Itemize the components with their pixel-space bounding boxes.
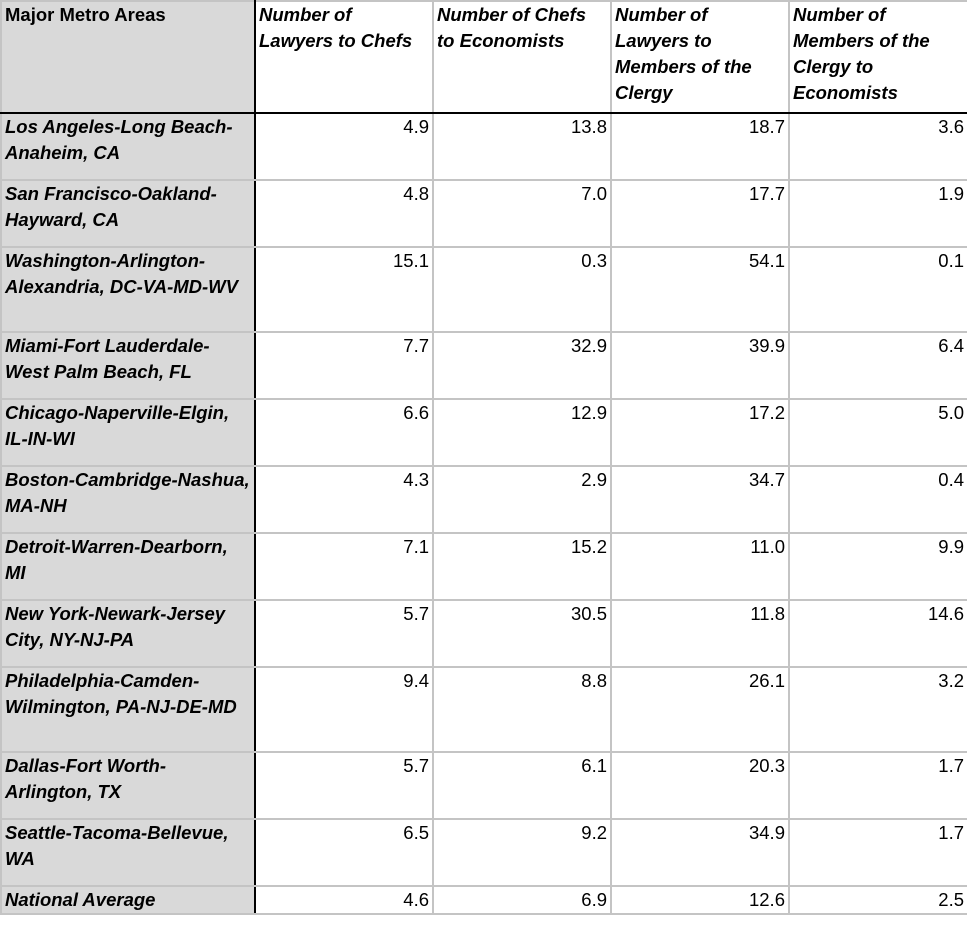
cell-lawyers-to-chefs: 5.7 — [255, 752, 433, 819]
cell-lawyers-to-clergy: 12.6 — [611, 886, 789, 914]
cell-lawyers-to-clergy: 20.3 — [611, 752, 789, 819]
cell-lawyers-to-clergy: 17.7 — [611, 180, 789, 247]
table-row — [1, 466, 967, 533]
row-label: National Average — [1, 886, 255, 914]
cell-lawyers-to-chefs: 7.1 — [255, 533, 433, 600]
cell-lawyers-to-clergy: 18.7 — [611, 113, 789, 180]
cell-lawyers-to-clergy: 34.9 — [611, 819, 789, 886]
cell-lawyers-to-clergy: 34.7 — [611, 466, 789, 533]
column-header-clergy-to-economists: Number of Members of the Clergy to Economists — [789, 1, 967, 113]
column-header-chefs-to-economists: Number of Chefs to Economists — [433, 1, 611, 113]
cell-lawyers-to-clergy: 54.1 — [611, 247, 789, 332]
cell-lawyers-to-chefs: 5.7 — [255, 600, 433, 667]
cell-lawyers-to-clergy: 11.0 — [611, 533, 789, 600]
cell-lawyers-to-chefs: 4.8 — [255, 180, 433, 247]
table-row — [1, 752, 967, 819]
table-row — [1, 332, 967, 399]
column-header-lawyers-to-clergy: Number of Lawyers to Members of the Clergy — [611, 1, 789, 113]
cell-lawyers-to-clergy: 39.9 — [611, 332, 789, 399]
table-row — [1, 399, 967, 466]
table-row — [1, 533, 967, 600]
table-row — [1, 180, 967, 247]
cell-chefs-to-economists: 9.2 — [433, 819, 611, 886]
table-row-national-average — [1, 886, 967, 914]
cell-chefs-to-economists: 13.8 — [433, 113, 611, 180]
header-row — [1, 1, 967, 113]
cell-chefs-to-economists: 6.9 — [433, 886, 611, 914]
row-label: Chicago-Naperville-Elgin, IL-IN-WI — [1, 399, 255, 466]
cell-lawyers-to-clergy: 17.2 — [611, 399, 789, 466]
row-label: Detroit-Warren-Dearborn, MI — [1, 533, 255, 600]
cell-chefs-to-economists: 15.2 — [433, 533, 611, 600]
table-row — [1, 667, 967, 752]
cell-clergy-to-economists: 2.5 — [789, 886, 967, 914]
row-label: Washington-Arlington-Alexandria, DC-VA-MD-WV — [1, 247, 255, 332]
column-header-metro-areas: Major Metro Areas — [1, 1, 255, 113]
cell-chefs-to-economists: 32.9 — [433, 332, 611, 399]
cell-chefs-to-economists: 2.9 — [433, 466, 611, 533]
cell-lawyers-to-chefs: 7.7 — [255, 332, 433, 399]
table-row — [1, 819, 967, 886]
row-label: San Francisco-Oakland-Hayward, CA — [1, 180, 255, 247]
cell-clergy-to-economists: 0.1 — [789, 247, 967, 332]
cell-lawyers-to-clergy: 11.8 — [611, 600, 789, 667]
column-header-lawyers-to-chefs: Number of Lawyers to Chefs — [255, 1, 433, 113]
cell-chefs-to-economists: 30.5 — [433, 600, 611, 667]
cell-lawyers-to-chefs: 4.9 — [255, 113, 433, 180]
cell-clergy-to-economists: 1.9 — [789, 180, 967, 247]
cell-lawyers-to-chefs: 4.3 — [255, 466, 433, 533]
table-row — [1, 247, 967, 332]
cell-chefs-to-economists: 8.8 — [433, 667, 611, 752]
row-label: Miami-Fort Lauderdale-West Palm Beach, FL — [1, 332, 255, 399]
cell-clergy-to-economists: 3.6 — [789, 113, 967, 180]
cell-lawyers-to-chefs: 6.6 — [255, 399, 433, 466]
row-label: New York-Newark-Jersey City, NY-NJ-PA — [1, 600, 255, 667]
table-row — [1, 113, 967, 180]
cell-chefs-to-economists: 6.1 — [433, 752, 611, 819]
cell-lawyers-to-chefs: 9.4 — [255, 667, 433, 752]
row-label: Seattle-Tacoma-Bellevue, WA — [1, 819, 255, 886]
cell-chefs-to-economists: 12.9 — [433, 399, 611, 466]
row-label: Dallas-Fort Worth-Arlington, TX — [1, 752, 255, 819]
cell-clergy-to-economists: 3.2 — [789, 667, 967, 752]
cell-lawyers-to-chefs: 15.1 — [255, 247, 433, 332]
cell-chefs-to-economists: 7.0 — [433, 180, 611, 247]
cell-lawyers-to-chefs: 4.6 — [255, 886, 433, 914]
row-label: Boston-Cambridge-Nashua, MA-NH — [1, 466, 255, 533]
cell-lawyers-to-chefs: 6.5 — [255, 819, 433, 886]
cell-clergy-to-economists: 1.7 — [789, 819, 967, 886]
cell-clergy-to-economists: 14.6 — [789, 600, 967, 667]
cell-clergy-to-economists: 5.0 — [789, 399, 967, 466]
cell-clergy-to-economists: 0.4 — [789, 466, 967, 533]
cell-clergy-to-economists: 6.4 — [789, 332, 967, 399]
cell-clergy-to-economists: 1.7 — [789, 752, 967, 819]
cell-chefs-to-economists: 0.3 — [433, 247, 611, 332]
table-row — [1, 600, 967, 667]
cell-clergy-to-economists: 9.9 — [789, 533, 967, 600]
row-label: Los Angeles-Long Beach-Anaheim, CA — [1, 113, 255, 180]
row-label: Philadelphia-Camden-Wilmington, PA-NJ-DE-MD — [1, 667, 255, 752]
cell-lawyers-to-clergy: 26.1 — [611, 667, 789, 752]
